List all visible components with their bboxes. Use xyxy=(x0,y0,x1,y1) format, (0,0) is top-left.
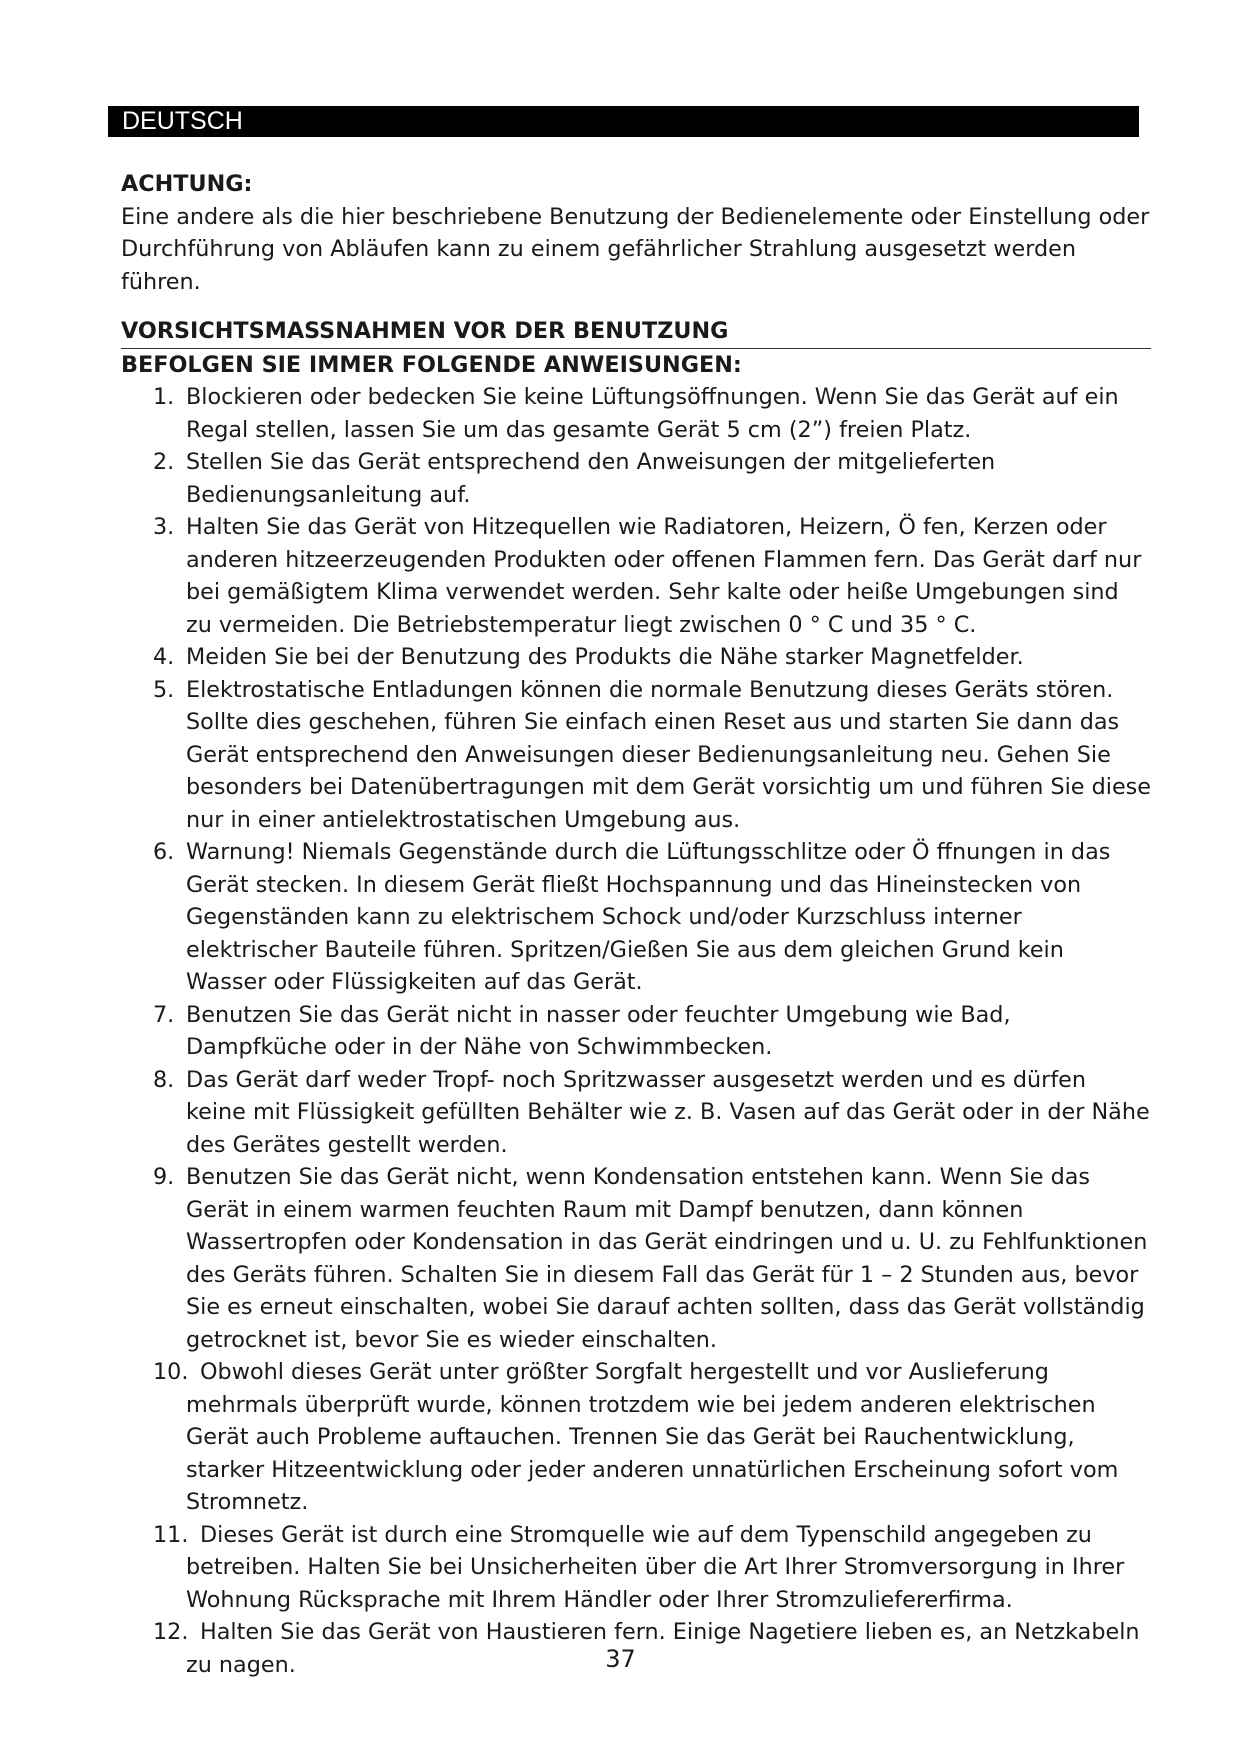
item-number: 3. xyxy=(153,514,175,540)
item-number: 11. xyxy=(153,1521,189,1548)
item-number: 2. xyxy=(153,449,175,475)
precautions-title: VORSICHTSMASSNAHMEN VOR DER BENUTZUNG xyxy=(121,315,1151,349)
list-item xyxy=(121,1064,1151,1162)
language-header-bar xyxy=(108,106,1139,137)
item-text: Obwohl dieses Gerät unter größter Sorgfalt hergestellt und vor Auslieferung mehrmals überprüft wurde, können trotzdem wie bei jedem anderen elektrischen Gerät auch Probleme auftauchen. Trennen Sie das Gerät bei Rauchentwicklung, starker Hitzeentwicklung oder jeder anderen unnatürlichen Erscheinung sofort vom Stromnetz. xyxy=(186,1359,1119,1515)
page-content xyxy=(121,168,1151,1681)
item-text: Benutzen Sie das Gerät nicht, wenn Kondensation entstehen kann. Wenn Sie das Gerät in einem warmen feuchten Raum mit Dampf benutzen, dann können Wassertropfen oder Kondensation in das Gerät eindringen und u. U. zu Fehlfunktionen des Geräts führen. Schalten Sie in diesem Fall das Gerät für 1 – 2 Stunden aus, bevor Sie es erneut einschalten, wobei Sie darauf achten sollten, dass das Gerät vollständig getrocknet ist, bevor Sie es wieder einschalten. xyxy=(186,1164,1148,1353)
item-text: Halten Sie das Gerät von Haustieren fern. Einige Nagetiere lieben es, an Netzkabeln zu nagen. xyxy=(186,1619,1140,1678)
item-number: 7. xyxy=(153,1001,175,1028)
item-text: Elektrostatische Entladungen können die normale Benutzung dieses Geräts stören. Sollte dies geschehen, führen Sie einfach einen Reset aus und starten Sie dann das Gerät entsprechend den Anweisungen dieser Bedienungsanleitung neu. Gehen Sie besonders bei Datenübertragungen mit dem Gerät vorsichtig um und führen Sie diese nur in einer antielektrostatischen Umgebung aus. xyxy=(186,676,1152,833)
item-text: Benutzen Sie das Gerät nicht in nasser oder feuchter Umgebung wie Bad, Dampfküche oder in der Nähe von Schwimmbecken. xyxy=(186,1001,1011,1060)
item-number: 12. xyxy=(153,1619,189,1645)
item-text: Dieses Gerät ist durch eine Stromquelle wie auf dem Typenschild angegeben zu betreiben. Halten Sie bei Unsicherheiten über die Art Ihrer Stromversorgung in Ihrer Wohnung Rücksprache mit Ihrem Händler oder Ihrer Stromzuliefererfirma. xyxy=(186,1521,1125,1613)
item-number: 9. xyxy=(153,1164,175,1190)
page-number: 37 xyxy=(605,1645,636,1673)
item-text: Meiden Sie bei der Benutzung des Produkts die Nähe starker Magnetfelder. xyxy=(186,644,1024,670)
precautions-list xyxy=(121,381,1151,1681)
item-text: Blockieren oder bedecken Sie keine Lüftungsöffnungen. Wenn Sie das Gerät auf ein Regal stellen, lassen Sie um das gesamte Gerät 5 cm (2”) freien Platz. xyxy=(186,384,1119,443)
list-item xyxy=(121,511,1151,641)
list-item xyxy=(121,999,1151,1064)
precautions-subtitle: BEFOLGEN SIE IMMER FOLGENDE ANWEISUNGEN: xyxy=(121,351,742,378)
item-number: 10. xyxy=(153,1359,189,1385)
item-text: Halten Sie das Gerät von Hitzequellen wie Radiatoren, Heizern, Ö fen, Kerzen oder anderen hitzeerzeugenden Produkten oder offenen Flammen fern. Das Gerät darf nur bei gemäßigtem Klima verwendet werden. Sehr kalte oder heiße Umgebungen sind zu vermeiden. Die Betriebstemperatur liegt zwischen 0 ° C und 35 ° C. xyxy=(186,514,1142,638)
item-number: 1. xyxy=(153,384,175,410)
list-item xyxy=(121,446,1151,511)
item-number: 6. xyxy=(153,839,175,865)
list-item xyxy=(121,836,1151,999)
list-item xyxy=(121,641,1151,674)
item-number: 4. xyxy=(153,644,175,670)
language-label: DEUTSCH xyxy=(122,107,243,135)
item-text: Warnung! Niemals Gegenstände durch die Lüftungsschlitze oder Ö ffnungen in das Gerät stecken. In diesem Gerät fließt Hochspannung und das Hineinstecken von Gegenständen kann zu elektrischem Schock und/oder Kurzschluss interner elektrischer Bauteile führen. Spritzen/Gießen Sie aus dem gleichen Grund kein Wasser oder Flüssigkeiten auf das Gerät. xyxy=(186,839,1111,995)
warning-title: ACHTUNG: xyxy=(121,171,253,197)
item-text: Stellen Sie das Gerät entsprechend den Anweisungen der mitgelieferten Bedienungsanleitung auf. xyxy=(186,449,996,508)
list-item xyxy=(121,1519,1151,1617)
list-item xyxy=(121,674,1151,837)
warning-text: Eine andere als die hier beschriebene Benutzung der Bedienelemente oder Einstellung oder Durchführung von Abläufen kann zu einem gefährlicher Strahlung ausgesetzt werden führen. xyxy=(121,203,1150,295)
list-item xyxy=(121,1161,1151,1356)
item-number: 8. xyxy=(153,1066,175,1093)
item-number: 5. xyxy=(153,676,175,703)
list-item xyxy=(121,381,1151,446)
item-text: Das Gerät darf weder Tropf- noch Spritzwasser ausgesetzt werden und es dürfen keine mit Flüssigkeit gefüllten Behälter wie z. B. Vasen auf das Gerät oder in der Nähe des Gerätes gestellt werden. xyxy=(186,1066,1150,1158)
list-item xyxy=(121,1356,1151,1519)
